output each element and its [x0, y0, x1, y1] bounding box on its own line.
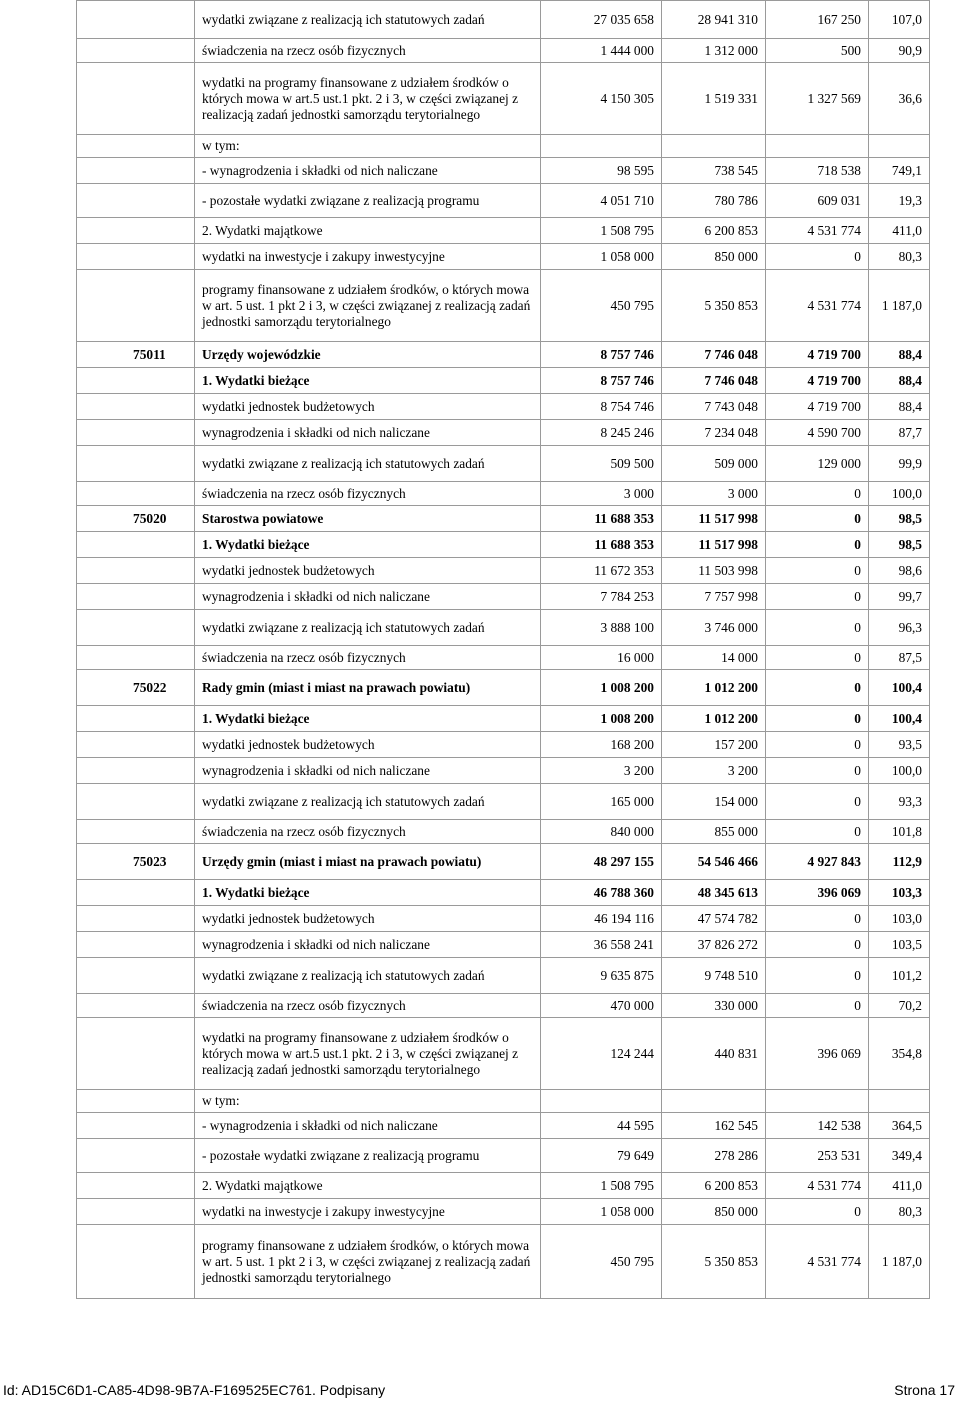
commitments-value [766, 135, 869, 158]
commitments-value: 167 250 [766, 1, 869, 39]
plan-value: 3 000 [541, 482, 662, 506]
table-row [77, 39, 930, 63]
percentage-value: 100,4 [869, 706, 930, 732]
commitments-value: 0 [766, 732, 869, 758]
table-row [77, 670, 930, 706]
percentage-value: 96,3 [869, 610, 930, 646]
item-description: 1. Wydatki bieżące [195, 368, 541, 394]
item-description: świadczenia na rzecz osób fizycznych [195, 482, 541, 506]
plan-value [541, 1090, 662, 1113]
execution-value: 5 350 853 [662, 1225, 766, 1299]
plan-value: 3 200 [541, 758, 662, 784]
table-row [77, 958, 930, 994]
percentage-value [869, 1090, 930, 1113]
plan-value: 11 672 353 [541, 558, 662, 584]
execution-value: 850 000 [662, 244, 766, 270]
table-row [77, 135, 930, 158]
section-code [77, 1225, 195, 1299]
item-description: - pozostałe wydatki związane z realizacją programu [195, 1139, 541, 1173]
execution-value: 37 826 272 [662, 932, 766, 958]
commitments-value: 4 531 774 [766, 1225, 869, 1299]
commitments-value: 0 [766, 506, 869, 532]
table-row [77, 270, 930, 342]
execution-value [662, 135, 766, 158]
section-code [77, 1, 195, 39]
table-body [77, 1, 930, 1299]
table-row [77, 1225, 930, 1299]
plan-value [541, 135, 662, 158]
percentage-value: 80,3 [869, 244, 930, 270]
section-code [77, 758, 195, 784]
table-row [77, 158, 930, 184]
commitments-value: 609 031 [766, 184, 869, 218]
plan-value: 27 035 658 [541, 1, 662, 39]
execution-value: 1 012 200 [662, 706, 766, 732]
item-description: wydatki jednostek budżetowych [195, 394, 541, 420]
section-code [77, 932, 195, 958]
execution-value: 14 000 [662, 646, 766, 670]
commitments-value: 0 [766, 244, 869, 270]
section-code: 75022 [77, 670, 195, 706]
plan-value: 450 795 [541, 1225, 662, 1299]
table-row [77, 394, 930, 420]
section-code [77, 906, 195, 932]
section-code [77, 732, 195, 758]
plan-value: 1 444 000 [541, 39, 662, 63]
commitments-value: 0 [766, 558, 869, 584]
plan-value: 46 194 116 [541, 906, 662, 932]
percentage-value: 101,2 [869, 958, 930, 994]
plan-value: 8 757 746 [541, 368, 662, 394]
section-code [77, 244, 195, 270]
table-row [77, 1, 930, 39]
plan-value: 98 595 [541, 158, 662, 184]
item-description: 2. Wydatki majątkowe [195, 218, 541, 244]
commitments-value: 0 [766, 482, 869, 506]
table-row [77, 646, 930, 670]
execution-value: 6 200 853 [662, 1173, 766, 1199]
plan-value: 36 558 241 [541, 932, 662, 958]
item-description: wydatki na inwestycje i zakupy inwestycyjne [195, 1199, 541, 1225]
plan-value: 1 008 200 [541, 706, 662, 732]
commitments-value: 0 [766, 758, 869, 784]
commitments-value: 0 [766, 670, 869, 706]
plan-value: 8 757 746 [541, 342, 662, 368]
commitments-value: 0 [766, 784, 869, 820]
commitments-value: 4 531 774 [766, 1173, 869, 1199]
table-row [77, 532, 930, 558]
item-description: wydatki związane z realizacją ich statutowych zadań [195, 784, 541, 820]
percentage-value: 101,8 [869, 820, 930, 844]
table-row [77, 342, 930, 368]
execution-value: 3 200 [662, 758, 766, 784]
percentage-value: 36,6 [869, 63, 930, 135]
item-description: świadczenia na rzecz osób fizycznych [195, 39, 541, 63]
commitments-value: 0 [766, 646, 869, 670]
execution-value: 48 345 613 [662, 880, 766, 906]
item-description: - pozostałe wydatki związane z realizacją programu [195, 184, 541, 218]
execution-value: 47 574 782 [662, 906, 766, 932]
percentage-value: 364,5 [869, 1113, 930, 1139]
section-code: 75020 [77, 506, 195, 532]
execution-value: 11 503 998 [662, 558, 766, 584]
item-description: wynagrodzenia i składki od nich naliczane [195, 932, 541, 958]
item-description: - wynagrodzenia i składki od nich naliczane [195, 1113, 541, 1139]
section-code [77, 184, 195, 218]
execution-value: 7 746 048 [662, 342, 766, 368]
section-code [77, 218, 195, 244]
plan-value: 8 245 246 [541, 420, 662, 446]
commitments-value: 0 [766, 584, 869, 610]
table-row [77, 758, 930, 784]
percentage-value: 98,5 [869, 506, 930, 532]
section-code [77, 994, 195, 1018]
percentage-value: 93,3 [869, 784, 930, 820]
plan-value: 7 784 253 [541, 584, 662, 610]
plan-value: 470 000 [541, 994, 662, 1018]
execution-value: 9 748 510 [662, 958, 766, 994]
section-code [77, 1018, 195, 1090]
percentage-value: 103,0 [869, 906, 930, 932]
section-code [77, 610, 195, 646]
plan-value: 4 150 305 [541, 63, 662, 135]
item-description: wydatki jednostek budżetowych [195, 558, 541, 584]
commitments-value: 0 [766, 932, 869, 958]
commitments-value: 253 531 [766, 1139, 869, 1173]
section-code [77, 820, 195, 844]
table-row [77, 368, 930, 394]
execution-value: 440 831 [662, 1018, 766, 1090]
percentage-value: 88,4 [869, 342, 930, 368]
commitments-value: 4 531 774 [766, 270, 869, 342]
percentage-value: 90,9 [869, 39, 930, 63]
table-row [77, 184, 930, 218]
item-description: programy finansowane z udziałem środków, o których mowa w art. 5 ust. 1 pkt 2 i 3, w części związanej z realizacją zadań jednostki samorządu terytorialnego [195, 1225, 541, 1299]
percentage-value: 88,4 [869, 394, 930, 420]
table-row [77, 1199, 930, 1225]
section-code [77, 1139, 195, 1173]
section-code [77, 784, 195, 820]
section-code [77, 532, 195, 558]
execution-value: 5 350 853 [662, 270, 766, 342]
execution-value: 1 012 200 [662, 670, 766, 706]
execution-value: 855 000 [662, 820, 766, 844]
plan-value: 44 595 [541, 1113, 662, 1139]
item-description: Starostwa powiatowe [195, 506, 541, 532]
item-description: wynagrodzenia i składki od nich naliczane [195, 758, 541, 784]
percentage-value: 349,4 [869, 1139, 930, 1173]
section-code [77, 394, 195, 420]
percentage-value: 19,3 [869, 184, 930, 218]
item-description: w tym: [195, 135, 541, 158]
item-description: 1. Wydatki bieżące [195, 532, 541, 558]
percentage-value: 411,0 [869, 218, 930, 244]
execution-value: 330 000 [662, 994, 766, 1018]
percentage-value: 1 187,0 [869, 1225, 930, 1299]
percentage-value: 411,0 [869, 1173, 930, 1199]
table-row [77, 506, 930, 532]
plan-value: 840 000 [541, 820, 662, 844]
percentage-value: 98,6 [869, 558, 930, 584]
table-row [77, 218, 930, 244]
section-code [77, 646, 195, 670]
plan-value: 1 058 000 [541, 244, 662, 270]
item-description: wydatki na programy finansowane z udziałem środków o których mowa w art.5 ust.1 pkt. 2 i 3, w części związanej z realizacją zadań jednostki samorządu terytorialnego [195, 1018, 541, 1090]
section-code [77, 706, 195, 732]
table-row [77, 706, 930, 732]
execution-value: 11 517 998 [662, 532, 766, 558]
percentage-value: 107,0 [869, 1, 930, 39]
plan-value: 450 795 [541, 270, 662, 342]
item-description: w tym: [195, 1090, 541, 1113]
item-description: wydatki związane z realizacją ich statutowych zadań [195, 446, 541, 482]
table-row [77, 558, 930, 584]
section-code [77, 482, 195, 506]
table-row [77, 906, 930, 932]
execution-value: 509 000 [662, 446, 766, 482]
percentage-value: 354,8 [869, 1018, 930, 1090]
section-code [77, 270, 195, 342]
table-row [77, 1139, 930, 1173]
percentage-value: 99,7 [869, 584, 930, 610]
execution-value: 6 200 853 [662, 218, 766, 244]
percentage-value: 100,0 [869, 482, 930, 506]
commitments-value: 396 069 [766, 1018, 869, 1090]
execution-value: 780 786 [662, 184, 766, 218]
percentage-value: 99,9 [869, 446, 930, 482]
percentage-value: 70,2 [869, 994, 930, 1018]
commitments-value: 0 [766, 610, 869, 646]
table-row [77, 880, 930, 906]
item-description: wydatki jednostek budżetowych [195, 732, 541, 758]
commitments-value: 4 719 700 [766, 394, 869, 420]
table-row [77, 820, 930, 844]
execution-value: 1 519 331 [662, 63, 766, 135]
table-row [77, 1113, 930, 1139]
table-row [77, 1173, 930, 1199]
table-row [77, 446, 930, 482]
execution-value: 162 545 [662, 1113, 766, 1139]
plan-value: 11 688 353 [541, 532, 662, 558]
section-code [77, 958, 195, 994]
execution-value: 11 517 998 [662, 506, 766, 532]
section-code [77, 446, 195, 482]
execution-value: 7 743 048 [662, 394, 766, 420]
item-description: Urzędy gmin (miast i miast na prawach powiatu) [195, 844, 541, 880]
plan-value: 124 244 [541, 1018, 662, 1090]
commitments-value: 396 069 [766, 880, 869, 906]
item-description: 1. Wydatki bieżące [195, 880, 541, 906]
execution-value: 28 941 310 [662, 1, 766, 39]
commitments-value: 4 590 700 [766, 420, 869, 446]
percentage-value: 103,3 [869, 880, 930, 906]
table-row [77, 1018, 930, 1090]
percentage-value: 87,5 [869, 646, 930, 670]
execution-value [662, 1090, 766, 1113]
percentage-value: 749,1 [869, 158, 930, 184]
item-description: świadczenia na rzecz osób fizycznych [195, 646, 541, 670]
commitments-value: 718 538 [766, 158, 869, 184]
execution-value: 7 234 048 [662, 420, 766, 446]
plan-value: 11 688 353 [541, 506, 662, 532]
item-description: świadczenia na rzecz osób fizycznych [195, 994, 541, 1018]
commitments-value: 0 [766, 994, 869, 1018]
percentage-value: 80,3 [869, 1199, 930, 1225]
commitments-value: 500 [766, 39, 869, 63]
plan-value: 165 000 [541, 784, 662, 820]
section-code [77, 158, 195, 184]
execution-value: 7 757 998 [662, 584, 766, 610]
plan-value: 1 508 795 [541, 1173, 662, 1199]
execution-value: 7 746 048 [662, 368, 766, 394]
commitments-value: 0 [766, 532, 869, 558]
section-code [77, 1173, 195, 1199]
commitments-value: 4 927 843 [766, 844, 869, 880]
table-row [77, 584, 930, 610]
plan-value: 1 508 795 [541, 218, 662, 244]
commitments-value: 129 000 [766, 446, 869, 482]
section-code [77, 135, 195, 158]
commitments-value: 0 [766, 906, 869, 932]
percentage-value [869, 135, 930, 158]
table-row [77, 63, 930, 135]
table-row [77, 784, 930, 820]
item-description: wynagrodzenia i składki od nich naliczane [195, 584, 541, 610]
item-description: 2. Wydatki majątkowe [195, 1173, 541, 1199]
execution-value: 850 000 [662, 1199, 766, 1225]
document-id-signature: Id: AD15C6D1-CA85-4D98-9B7A-F169525EC761. Podpisany [3, 1382, 386, 1398]
plan-value: 3 888 100 [541, 610, 662, 646]
table-row [77, 844, 930, 880]
plan-value: 168 200 [541, 732, 662, 758]
table-row [77, 610, 930, 646]
item-description: wydatki na programy finansowane z udziałem środków o których mowa w art.5 ust.1 pkt. 2 i 3, w części związanej z realizacją zadań jednostki samorządu terytorialnego [195, 63, 541, 135]
percentage-value: 87,7 [869, 420, 930, 446]
plan-value: 46 788 360 [541, 880, 662, 906]
section-code [77, 880, 195, 906]
commitments-value: 0 [766, 706, 869, 732]
item-description: wydatki na inwestycje i zakupy inwestycyjne [195, 244, 541, 270]
percentage-value: 88,4 [869, 368, 930, 394]
commitments-value: 142 538 [766, 1113, 869, 1139]
section-code [77, 584, 195, 610]
commitments-value: 4 719 700 [766, 342, 869, 368]
execution-value: 738 545 [662, 158, 766, 184]
table-row [77, 420, 930, 446]
commitments-value: 0 [766, 820, 869, 844]
plan-value: 1 008 200 [541, 670, 662, 706]
commitments-value: 0 [766, 1199, 869, 1225]
execution-value: 3 746 000 [662, 610, 766, 646]
item-description: wydatki jednostek budżetowych [195, 906, 541, 932]
table-row [77, 1090, 930, 1113]
item-description: wydatki związane z realizacją ich statutowych zadań [195, 610, 541, 646]
table-row [77, 482, 930, 506]
execution-value: 54 546 466 [662, 844, 766, 880]
item-description: - wynagrodzenia i składki od nich naliczane [195, 158, 541, 184]
plan-value: 48 297 155 [541, 844, 662, 880]
section-code [77, 1090, 195, 1113]
section-code: 75011 [77, 342, 195, 368]
percentage-value: 98,5 [869, 532, 930, 558]
percentage-value: 100,4 [869, 670, 930, 706]
execution-value: 154 000 [662, 784, 766, 820]
plan-value: 1 058 000 [541, 1199, 662, 1225]
commitments-value: 0 [766, 958, 869, 994]
execution-value: 3 000 [662, 482, 766, 506]
item-description: programy finansowane z udziałem środków, o których mowa w art. 5 ust. 1 pkt 2 i 3, w części związanej z realizacją zadań jednostki samorządu terytorialnego [195, 270, 541, 342]
section-code [77, 63, 195, 135]
item-description: wydatki związane z realizacją ich statutowych zadań [195, 958, 541, 994]
item-description: świadczenia na rzecz osób fizycznych [195, 820, 541, 844]
section-code [77, 1199, 195, 1225]
percentage-value: 1 187,0 [869, 270, 930, 342]
table-row [77, 994, 930, 1018]
table-row [77, 932, 930, 958]
commitments-value [766, 1090, 869, 1113]
percentage-value: 103,5 [869, 932, 930, 958]
page-number: Strona 17 [894, 1382, 955, 1398]
percentage-value: 100,0 [869, 758, 930, 784]
section-code [77, 1113, 195, 1139]
plan-value: 9 635 875 [541, 958, 662, 994]
section-code [77, 39, 195, 63]
table-row [77, 244, 930, 270]
execution-value: 278 286 [662, 1139, 766, 1173]
section-code [77, 558, 195, 584]
plan-value: 8 754 746 [541, 394, 662, 420]
commitments-value: 1 327 569 [766, 63, 869, 135]
table-row [77, 732, 930, 758]
item-description: 1. Wydatki bieżące [195, 706, 541, 732]
execution-value: 157 200 [662, 732, 766, 758]
plan-value: 4 051 710 [541, 184, 662, 218]
percentage-value: 112,9 [869, 844, 930, 880]
section-code: 75023 [77, 844, 195, 880]
item-description: Rady gmin (miast i miast na prawach powiatu) [195, 670, 541, 706]
percentage-value: 93,5 [869, 732, 930, 758]
expenditure-table [76, 0, 930, 1299]
section-code [77, 420, 195, 446]
plan-value: 79 649 [541, 1139, 662, 1173]
item-description: wydatki związane z realizacją ich statutowych zadań [195, 1, 541, 39]
plan-value: 509 500 [541, 446, 662, 482]
item-description: wynagrodzenia i składki od nich naliczane [195, 420, 541, 446]
item-description: Urzędy wojewódzkie [195, 342, 541, 368]
plan-value: 16 000 [541, 646, 662, 670]
section-code [77, 368, 195, 394]
commitments-value: 4 531 774 [766, 218, 869, 244]
execution-value: 1 312 000 [662, 39, 766, 63]
commitments-value: 4 719 700 [766, 368, 869, 394]
